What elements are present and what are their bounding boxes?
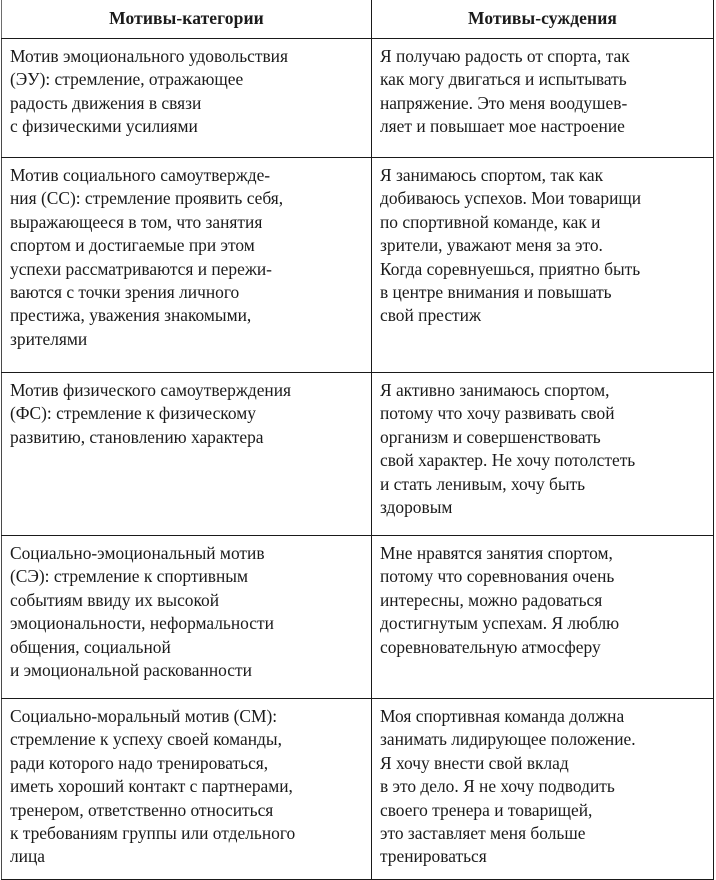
- text-line: занимать лидирующее положение.: [380, 729, 636, 750]
- text-line: соревновательную атмосферу: [380, 636, 601, 657]
- column-header-categories: [2, 0, 372, 39]
- text-line: ляет и повышает мое настроение: [380, 116, 625, 137]
- text-line: здоровым: [380, 497, 453, 518]
- text-line: ваются с точки зрения личного: [10, 282, 240, 303]
- text-line: лица: [10, 846, 46, 867]
- text-line: выражающееся в том, что занятия: [10, 211, 263, 232]
- judgement-text-se: [380, 542, 706, 659]
- text-line: Моя спортивная команда должна: [380, 706, 625, 726]
- text-line: тренером, ответственно относиться: [10, 799, 274, 820]
- cell-category-fs: [2, 373, 372, 536]
- text-line: успехи рассматриваются и пережи-: [10, 258, 272, 279]
- text-line: эмоциональности, неформальности: [10, 613, 274, 634]
- text-line: престижа, уважения знакомыми,: [10, 305, 252, 326]
- table-row: [2, 699, 714, 880]
- text-line: это заставляет меня больше: [380, 823, 586, 844]
- text-line: организм и совершенствовать: [380, 426, 601, 447]
- text-line: тренироваться: [380, 846, 487, 867]
- text-line: с физическими усилиями: [10, 116, 198, 137]
- cell-judgement-fs: [372, 373, 714, 536]
- cell-category-sm: [2, 699, 372, 880]
- text-line: Мотив эмоционального удовольствия: [10, 46, 288, 66]
- category-text-se: [10, 542, 364, 682]
- text-line: в это дело. Я не хочу подводить: [380, 776, 615, 797]
- table-row: [2, 536, 714, 699]
- text-line: зрителями: [10, 328, 88, 349]
- text-line: Я получаю радость от спорта, так: [380, 46, 630, 66]
- text-line: свой престиж: [380, 305, 481, 326]
- text-line: ния (СС): стремление проявить себя,: [10, 188, 284, 209]
- cell-category-eu: [2, 39, 372, 158]
- text-line: Мотив социального самоутвержде-: [10, 165, 271, 185]
- table-row: [2, 373, 714, 536]
- text-line: иметь хороший контакт с партнерами,: [10, 776, 293, 797]
- text-line: Социально-моральный мотив (СМ):: [10, 706, 278, 726]
- text-line: как могу двигаться и испытывать: [380, 69, 627, 90]
- text-line: добиваюсь успехов. Мои товарищи: [380, 188, 642, 209]
- cell-category-se: [2, 536, 372, 699]
- text-line: зрители, уважают меня за это.: [380, 235, 603, 256]
- text-line: событиям ввиду их высокой: [10, 589, 220, 610]
- category-text-eu: [10, 45, 364, 139]
- text-line: Когда соревнуешься, приятно быть: [380, 258, 641, 279]
- text-line: (СЭ): стремление к спортивным: [10, 566, 248, 587]
- category-text-ss: [10, 164, 364, 351]
- table-body: [2, 39, 714, 880]
- cell-judgement-se: [372, 536, 714, 699]
- text-line: Я занимаюсь спортом, так как: [380, 165, 604, 185]
- text-line: потому что хочу развивать свой: [380, 403, 615, 424]
- cell-category-ss: [2, 158, 372, 373]
- table-row: [2, 39, 714, 158]
- text-line: Мне нравятся занятия спортом,: [380, 543, 613, 563]
- text-line: (ЭУ): стремление, отражающее: [10, 69, 244, 90]
- cell-judgement-ss: [372, 158, 714, 373]
- text-line: к требованиям группы или отдельного: [10, 823, 296, 844]
- text-line: Я активно занимаюсь спортом,: [380, 380, 610, 400]
- text-line: и эмоциональной раскованности: [10, 660, 252, 681]
- table-row: [2, 158, 714, 373]
- column-header-judgements-label: Мотивы-суждения: [468, 7, 617, 28]
- text-line: спортом и достигаемые при этом: [10, 235, 255, 256]
- text-line: достигнутым успехам. Я люблю: [380, 613, 620, 634]
- column-header-categories-label: Мотивы-категории: [109, 7, 264, 28]
- judgement-text-fs: [380, 379, 706, 519]
- table-header-row: [2, 0, 714, 39]
- text-line: в центре внимания и повышать: [380, 282, 612, 303]
- text-line: ради которого надо тренироваться,: [10, 752, 269, 773]
- text-line: Социально-эмоциональный мотив: [10, 543, 265, 563]
- text-line: стремление к успеху своей команды,: [10, 729, 282, 750]
- judgement-text-sm: [380, 705, 706, 869]
- judgement-text-eu: [380, 45, 706, 139]
- text-line: радость движения в связи: [10, 92, 202, 113]
- text-line: развитию, становлению характера: [10, 426, 264, 447]
- text-line: напряжение. Это меня воодушев-: [380, 92, 628, 113]
- text-line: по спортивной команде, как и: [380, 211, 601, 232]
- text-line: (ФС): стремление к физическому: [10, 403, 256, 424]
- category-text-sm: [10, 705, 364, 869]
- text-line: интересны, можно радоваться: [380, 589, 603, 610]
- table-header: [2, 0, 714, 39]
- text-line: потому что соревнования очень: [380, 566, 615, 587]
- text-line: свой характер. Не хочу потолстеть: [380, 450, 636, 471]
- cell-judgement-sm: [372, 699, 714, 880]
- cell-judgement-eu: [372, 39, 714, 158]
- judgement-text-ss: [380, 164, 706, 328]
- text-line: общения, социальной: [10, 636, 171, 657]
- column-header-judgements: [372, 0, 714, 39]
- motives-table: [1, 0, 714, 880]
- category-text-fs: [10, 379, 364, 449]
- text-line: своего тренера и товарищей,: [380, 799, 593, 820]
- text-line: и стать ленивым, хочу быть: [380, 473, 586, 494]
- text-line: Мотив физического самоутверждения: [10, 380, 292, 400]
- text-line: Я хочу внести свой вклад: [380, 752, 569, 773]
